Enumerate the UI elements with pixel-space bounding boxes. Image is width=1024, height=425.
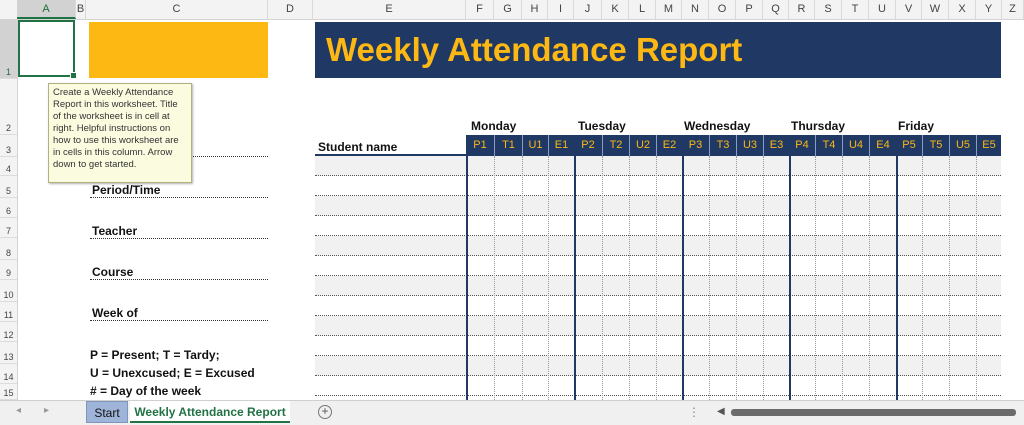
day-label-thursday[interactable]: Thursday [791,119,846,133]
row-header-8[interactable]: 8 [0,238,17,260]
code-header-e3[interactable]: E3 [763,135,789,156]
code-header-t3[interactable]: T3 [709,135,736,156]
code-separator [922,156,923,400]
field-label-teacher: Teacher [92,224,138,238]
column-header-p[interactable]: P [736,0,763,19]
code-separator [869,156,870,400]
code-header-t4[interactable]: T4 [815,135,842,156]
row-header-7[interactable]: 7 [0,218,17,238]
column-header-n[interactable]: N [682,0,709,19]
column-header-e[interactable]: E [313,0,466,19]
code-separator [548,156,549,400]
column-header-k[interactable]: K [602,0,629,19]
fill-handle[interactable] [70,72,77,79]
student-row[interactable] [315,156,1001,176]
column-header-l[interactable]: L [629,0,656,19]
day-label-friday[interactable]: Friday [898,119,935,133]
field-entry-line[interactable] [90,320,268,321]
row-headers [0,19,18,400]
code-header-u3[interactable]: U3 [736,135,763,156]
day-label-tuesday[interactable]: Tuesday [578,119,626,133]
column-header-t[interactable]: T [842,0,869,19]
row-header-14[interactable]: 14 [0,364,17,384]
row-header-9[interactable]: 9 [0,260,17,280]
column-header-x[interactable]: X [949,0,976,19]
code-separator [976,156,977,400]
column-header-u[interactable]: U [869,0,896,19]
student-row[interactable] [315,236,1001,256]
day-label-wednesday[interactable]: Wednesday [684,119,751,133]
code-header-p4[interactable]: P4 [795,139,809,151]
code-separator [815,156,816,400]
add-sheet-icon[interactable]: + [318,405,332,419]
column-header-f[interactable]: F [466,0,494,19]
legend-line: P = Present; T = Tardy; [90,348,220,362]
day-label-monday[interactable]: Monday [471,119,517,133]
student-row[interactable] [315,316,1001,336]
selected-cell-a1[interactable] [18,20,75,77]
code-separator [709,156,710,400]
code-header-p5[interactable]: P5 [902,139,916,151]
field-label-course: Course [92,265,134,279]
student-row[interactable] [315,356,1001,376]
day-separator [682,156,684,400]
column-header-r[interactable]: R [789,0,815,19]
column-header-q[interactable]: Q [763,0,789,19]
student-row[interactable] [315,196,1001,216]
code-header-p3[interactable]: P3 [688,139,703,151]
code-header-t1[interactable]: T1 [494,135,522,156]
column-header-o[interactable]: O [709,0,736,19]
code-header-p1[interactable]: P1 [473,139,487,151]
code-header-u2[interactable]: U2 [629,135,656,156]
tab-start[interactable]: Start [86,401,128,423]
column-header-b[interactable]: B [76,0,86,19]
code-separator [656,156,657,400]
student-row[interactable] [315,276,1001,296]
column-header-j[interactable]: J [574,0,602,19]
code-header-t5[interactable]: T5 [922,135,949,156]
scrollbar-thumb[interactable] [731,409,1016,416]
column-header-i[interactable]: I [548,0,574,19]
row-header-3[interactable]: 3 [0,135,17,157]
day-separator [466,135,468,400]
scroll-left-icon[interactable]: ◀ [717,406,725,417]
column-header-g[interactable]: G [494,0,522,19]
yellow-accent-block [89,22,268,78]
row-header-2[interactable]: 2 [0,79,17,135]
student-row[interactable] [315,176,1001,196]
day-separator [574,156,576,400]
attendance-code-bar [466,135,1001,156]
row-header-10[interactable]: 10 [0,280,17,302]
row-header-13[interactable]: 13 [0,342,17,364]
code-separator [763,156,764,400]
row-header-12[interactable]: 12 [0,322,17,342]
code-header-u4[interactable]: U4 [842,135,869,156]
field-entry-line[interactable] [90,197,268,198]
legend-line: # = Day of the week [90,384,202,398]
horizontal-scrollbar[interactable] [717,406,1020,418]
row-header-15[interactable]: 15 [0,384,17,400]
code-header-e2[interactable]: E2 [656,135,682,156]
splitter-dots-icon[interactable]: ⋮ [688,405,699,419]
field-entry-line[interactable] [90,238,268,239]
code-header-t2[interactable]: T2 [602,135,629,156]
student-row[interactable] [315,216,1001,236]
student-row[interactable] [315,256,1001,276]
field-entry-line[interactable] [90,279,268,280]
row-header-11[interactable]: 11 [0,302,17,322]
field-label-week-of: Week of [92,306,138,320]
code-header-e5[interactable]: E5 [976,135,1001,156]
code-header-u1[interactable]: U1 [522,135,548,156]
code-separator [949,156,950,400]
code-header-p2[interactable]: P2 [581,139,595,151]
code-separator [602,156,603,400]
code-separator [494,156,495,400]
student-row[interactable] [315,336,1001,356]
code-header-e1[interactable]: E1 [548,135,574,156]
row-header-4[interactable]: 4 [0,157,17,176]
code-separator [842,156,843,400]
student-row[interactable] [315,376,1001,396]
row-header-5[interactable]: 5 [0,176,17,198]
column-header-c[interactable]: C [86,0,268,19]
field-label-period-time: Period/Time [92,183,161,197]
day-separator [896,156,898,400]
column-header-s[interactable]: S [815,0,842,19]
column-header-a[interactable]: A [17,0,76,19]
row-header-6[interactable]: 6 [0,198,17,218]
student-row[interactable] [315,296,1001,316]
column-header-d[interactable]: D [268,0,313,19]
report-title[interactable]: Weekly Attendance Report [315,22,1001,78]
column-headers [0,0,1024,20]
code-separator [736,156,737,400]
code-separator [522,156,523,400]
instruction-tooltip: Create a Weekly Attendance Report in this worksheet. Title of the worksheet is in cell at right. Helpful instructions on how to use this worksheet are in cells in this column. Arrow down to get started. [48,83,192,183]
column-header-y[interactable]: Y [976,0,1002,19]
column-header-m[interactable]: M [656,0,682,19]
legend-line: U = Unexcused; E = Excused [90,366,255,380]
code-header-u5[interactable]: U5 [949,135,976,156]
day-separator [789,156,791,400]
sheet-tab-bar [0,400,1024,425]
tab-nav-prev-icon[interactable]: ◂ [16,405,22,416]
tab-nav-next-icon[interactable]: ▸ [44,405,50,416]
tab-weekly-attendance-report[interactable]: Weekly Attendance Report [130,401,290,423]
code-header-e4[interactable]: E4 [869,135,896,156]
code-separator [629,156,630,400]
student-name-header[interactable]: Student name [315,139,466,156]
column-header-z[interactable]: Z [1002,0,1024,19]
row-header-1[interactable]: 1 [0,19,17,79]
column-header-h[interactable]: H [522,0,548,19]
column-header-w[interactable]: W [922,0,949,19]
column-header-v[interactable]: V [896,0,922,19]
